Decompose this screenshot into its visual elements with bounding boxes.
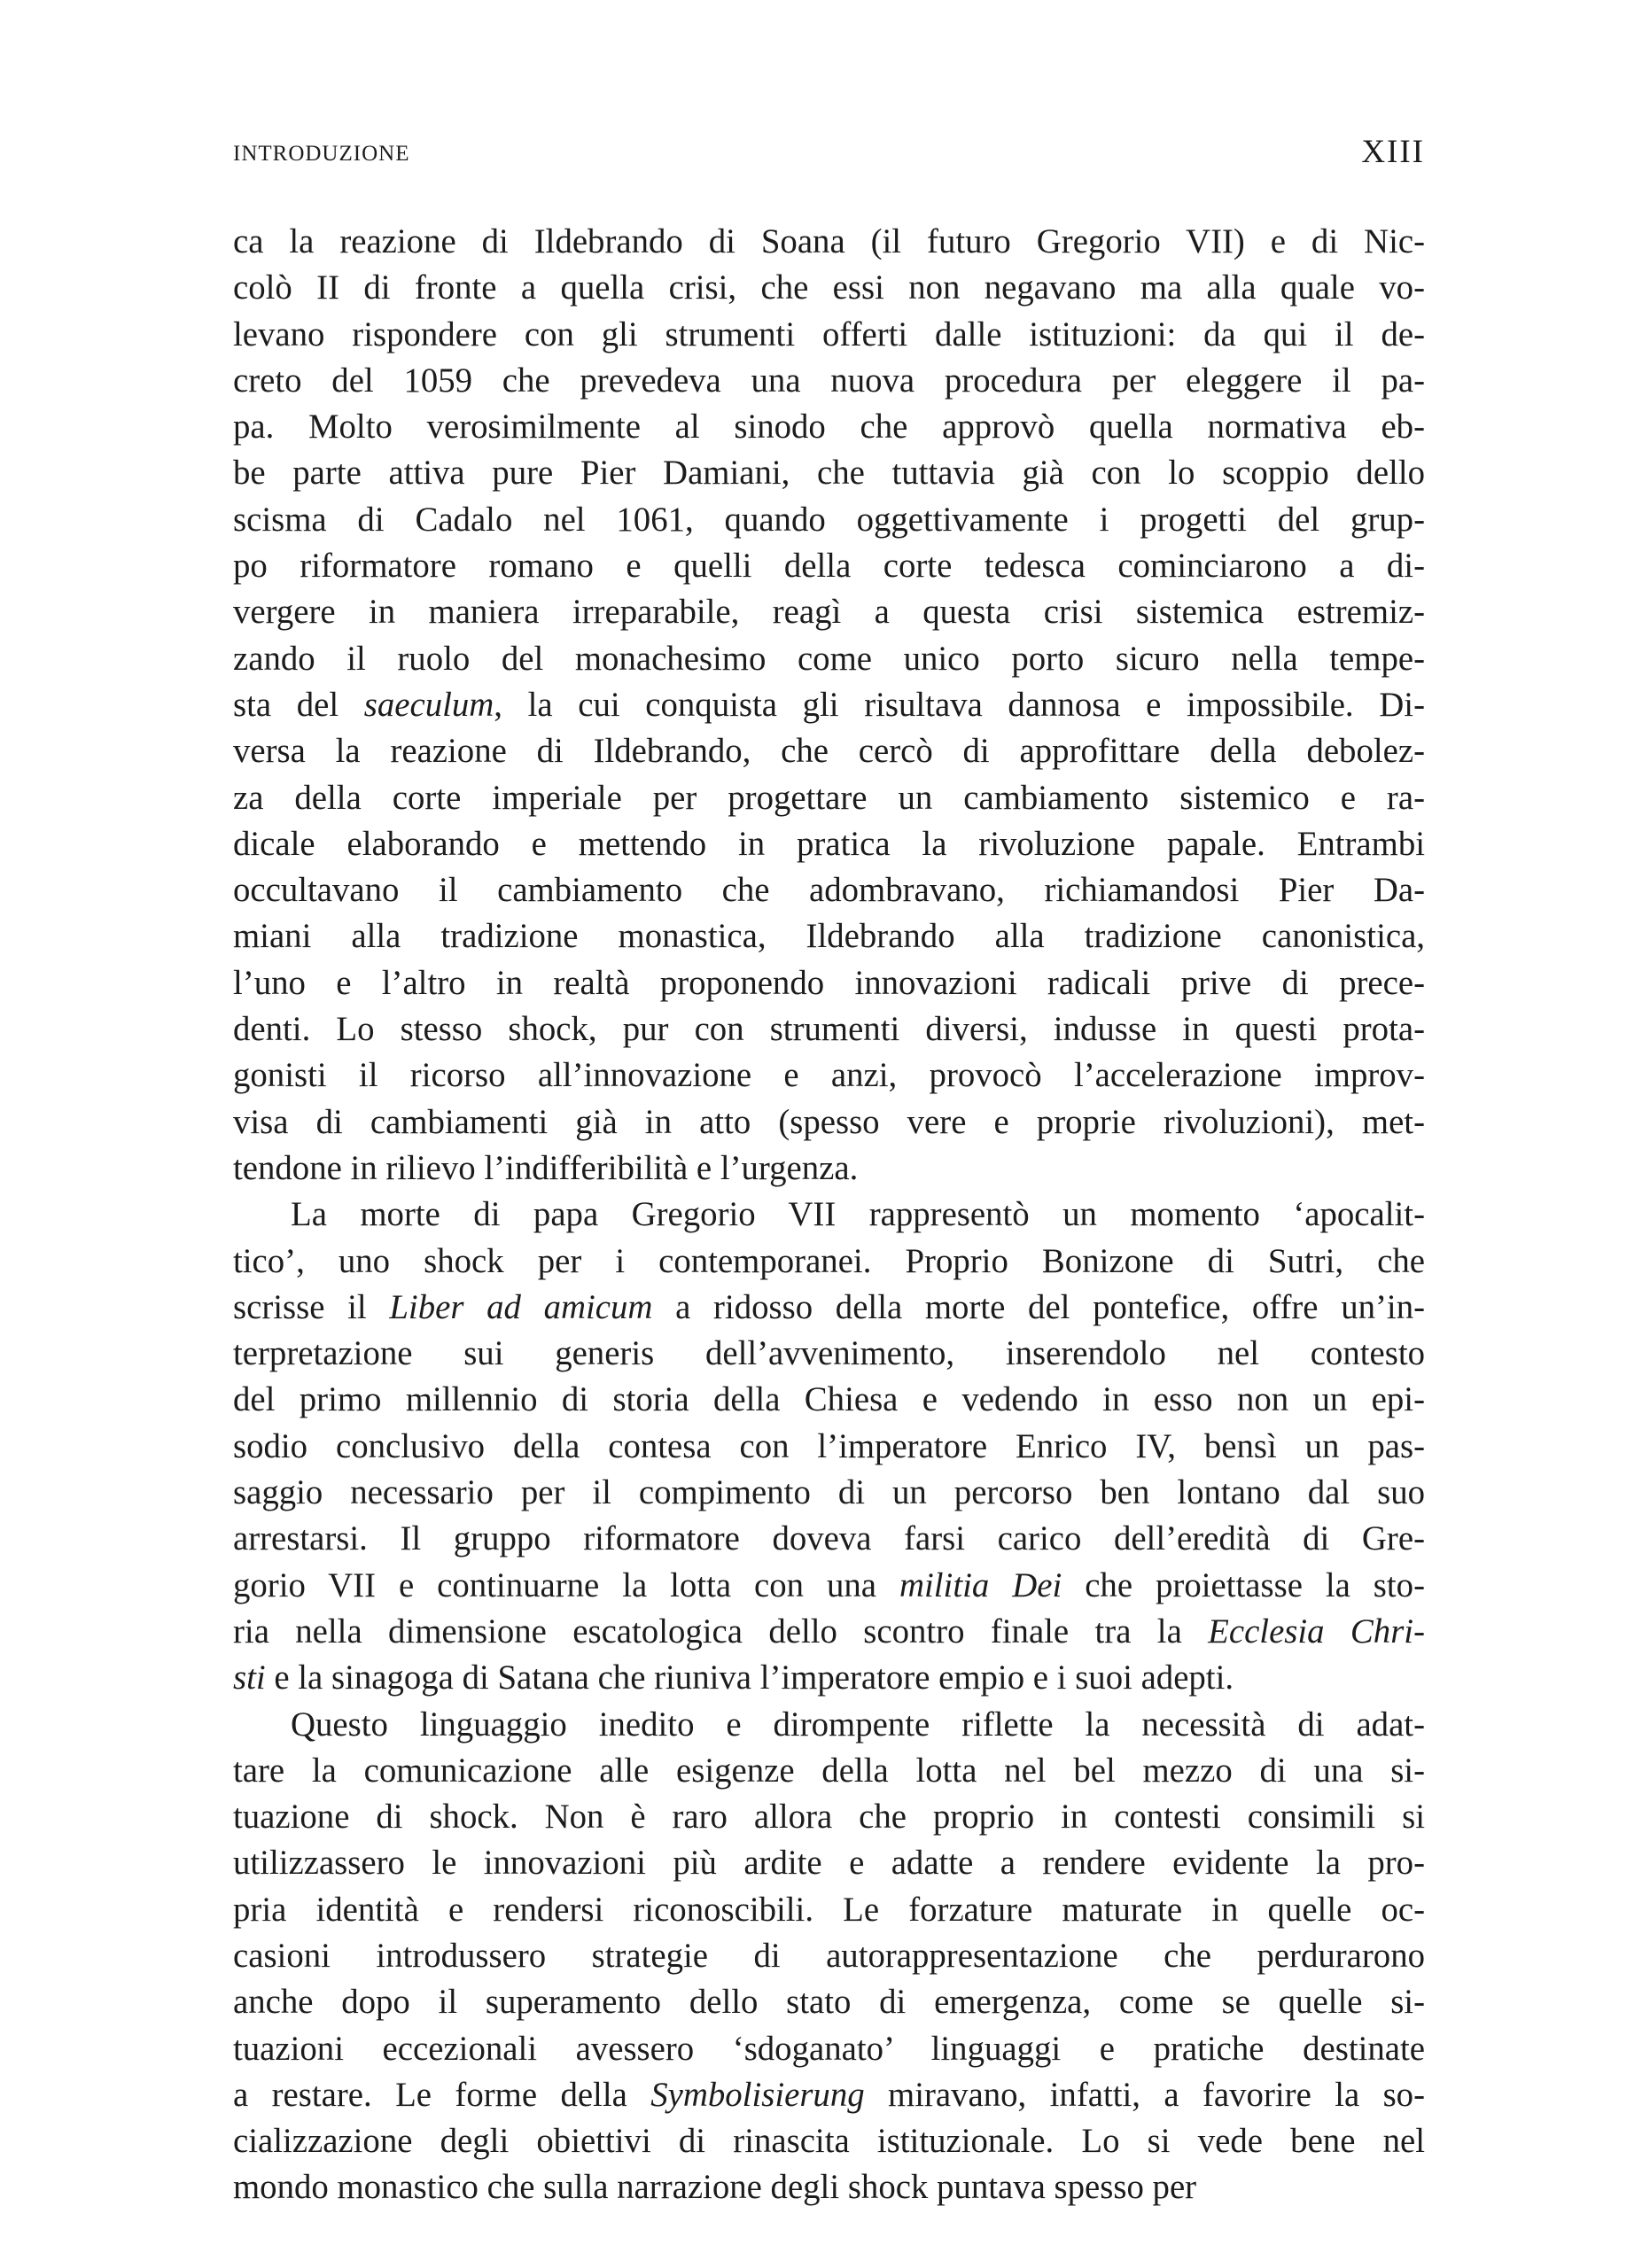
- text-line: [233, 867, 1425, 913]
- text-run: be parte attiva pure Pier Damiani, che tuttavia già con lo scoppio dello: [233, 454, 1425, 493]
- text-run: dicale elaborando e mettendo in pratica la rivoluzione papale. Entrambi: [233, 824, 1425, 863]
- text-line: [233, 960, 1425, 1006]
- text-line: [233, 1979, 1425, 2025]
- text-line: [233, 497, 1425, 543]
- text-line: [233, 2072, 1425, 2118]
- italic-run: militia Dei: [899, 1565, 1062, 1604]
- text-run: gorio VII e continuarne la lotta con una: [233, 1565, 899, 1604]
- italic-run: sti: [233, 1658, 266, 1697]
- text-run: vergere in maniera irreparabile, reagì a questa crisi sistemica estremiz-: [233, 593, 1425, 632]
- text-line: [233, 358, 1425, 404]
- text-run: terpretazione sui generis dell’avvenimento, inserendolo nel contesto: [233, 1334, 1425, 1373]
- text-line: [233, 913, 1425, 959]
- text-run: tuazione di shock. Non è raro allora che proprio in contesti consimili si: [233, 1798, 1425, 1837]
- text-line: [233, 1146, 1425, 1192]
- text-run: tare la comunicazione alle esigenze della lotta nel bel mezzo di una si-: [233, 1751, 1425, 1790]
- text-line: [233, 404, 1425, 450]
- text-line: [233, 1516, 1425, 1562]
- text-run: anche dopo il superamento dello stato di emergenza, come se quelle si-: [233, 1983, 1425, 2022]
- italic-run: Symbolisierung: [650, 2075, 865, 2114]
- text-line: [233, 728, 1425, 774]
- text-run: levano rispondere con gli strumenti offerti dalle istituzioni: da qui il de-: [233, 315, 1425, 353]
- paragraph: [233, 1702, 1425, 2211]
- text-run: miani alla tradizione monastica, Ildebrando alla tradizione canonistica,: [233, 917, 1425, 956]
- text-run: a ridosso della morte del pontefice, offre un’in-: [652, 1287, 1426, 1326]
- text-line: [233, 1887, 1425, 1933]
- text-run: miravano, infatti, a favorire la so-: [864, 2075, 1426, 2114]
- text-line: [233, 589, 1425, 635]
- text-run: l’uno e l’altro in realtà proponendo innovazioni radicali prive di prece-: [233, 963, 1425, 1002]
- text-line: [233, 1099, 1425, 1146]
- text-line: [233, 1933, 1425, 1979]
- text-run: scisma di Cadalo nel 1061, quando oggettivamente i progetti del grup-: [233, 500, 1425, 539]
- text-line: [233, 265, 1425, 311]
- text-line: [233, 1840, 1425, 1886]
- text-line: [233, 1470, 1425, 1516]
- text-run: colò II di fronte a quella crisi, che essi non negavano ma alla quale vo-: [233, 268, 1425, 307]
- running-head: [233, 133, 1425, 168]
- text-line: [233, 1655, 1425, 1701]
- text-line: [233, 682, 1425, 728]
- text-run: ria nella dimensione escatologica dello scontro finale tra la: [233, 1612, 1209, 1651]
- text-run: visa di cambiamenti già in atto (spesso vere e proprie rivoluzioni), met-: [233, 1102, 1425, 1141]
- body-text: [233, 219, 1425, 2211]
- text-line: [233, 2164, 1425, 2210]
- text-run: sta del: [233, 685, 364, 724]
- text-run: che proiettasse la sto-: [1062, 1565, 1425, 1604]
- text-run: Questo linguaggio inedito e dirompente riflette la necessità di adat-: [291, 1705, 1425, 1744]
- text-line: [233, 450, 1425, 496]
- text-line: [233, 821, 1425, 867]
- text-line: [233, 2118, 1425, 2164]
- text-run: utilizzassero le innovazioni più ardite e adatte a rendere evidente la pro-: [233, 1844, 1425, 1883]
- text-run: creto del 1059 che prevedeva una nuova procedura per eleggere il pa-: [233, 361, 1425, 400]
- text-line: [233, 1192, 1425, 1238]
- text-run: pa. Molto verosimilmente al sinodo che approvò quella normativa eb-: [233, 408, 1425, 447]
- text-run: ca la reazione di Ildebrando di Soana (il futuro Gregorio VII) e di Nic-: [233, 222, 1425, 260]
- text-run: occultavano il cambiamento che adombravano, richiamandosi Pier Da-: [233, 871, 1425, 910]
- text-line: [233, 1331, 1425, 1377]
- page-number: XIII: [1361, 134, 1425, 170]
- text-line: [233, 1006, 1425, 1052]
- text-run: pria identità e rendersi riconoscibili. Le forzature maturate in quelle oc-: [233, 1890, 1425, 1929]
- text-run: tico’, uno shock per i contemporanei. Proprio Bonizone di Sutri, che: [233, 1241, 1425, 1280]
- text-run: del primo millennio di storia della Chiesa e vedendo in esso non un epi-: [233, 1380, 1425, 1419]
- text-run: , la cui conquista gli risultava dannosa e impossibile. Di-: [494, 685, 1425, 724]
- paragraph: [233, 1192, 1425, 1701]
- text-line: [233, 2026, 1425, 2072]
- text-run: zando il ruolo del monachesimo come unico porto sicuro nella tempe-: [233, 639, 1425, 678]
- text-run: scrisse il: [233, 1287, 390, 1326]
- text-line: [233, 1748, 1425, 1794]
- text-run: arrestarsi. Il gruppo riformatore doveva farsi carico dell’eredità di Gre-: [233, 1519, 1425, 1558]
- text-run: sodio conclusivo della contesa con l’imperatore Enrico IV, bensì un pas-: [233, 1426, 1425, 1465]
- text-line: [233, 636, 1425, 682]
- running-title: INTRODUZIONE: [233, 142, 410, 166]
- text-line: [233, 1239, 1425, 1285]
- text-run: casioni introdussero strategie di autorappresentazione che perdurarono: [233, 1936, 1425, 1975]
- text-run: saggio necessario per il compimento di un percorso ben lontano dal suo: [233, 1473, 1425, 1512]
- text-run: e la sinagoga di Satana che riuniva l’imperatore empio e i suoi adepti.: [265, 1658, 1234, 1697]
- text-run: tendone in rilievo l’indifferibilità e l’urgenza.: [233, 1148, 859, 1187]
- text-line: [233, 1563, 1425, 1609]
- text-line: [233, 775, 1425, 821]
- text-line: [233, 543, 1425, 589]
- text-line: [233, 1424, 1425, 1470]
- text-run: La morte di papa Gregorio VII rappresentò un momento ‘apocalit-: [291, 1195, 1425, 1234]
- text-line: [233, 1285, 1425, 1331]
- text-line: [233, 1052, 1425, 1099]
- text-line: [233, 1702, 1425, 1748]
- text-run: cializzazione degli obiettivi di rinascita istituzionale. Lo si vede bene nel: [233, 2122, 1425, 2161]
- text-run: za della corte imperiale per progettare un cambiamento sistemico e ra-: [233, 778, 1425, 817]
- text-run: mondo monastico che sulla narrazione degli shock puntava spesso per: [233, 2168, 1197, 2207]
- text-run: a restare. Le forme della: [233, 2075, 651, 2114]
- text-line: [233, 1377, 1425, 1423]
- paragraph: [233, 219, 1425, 1192]
- text-line: [233, 1794, 1425, 1840]
- text-run: versa la reazione di Ildebrando, che cercò di approfittare della debolez-: [233, 732, 1425, 771]
- text-run: tuazioni eccezionali avessero ‘sdoganato’ linguaggi e pratiche destinate: [233, 2029, 1425, 2068]
- italic-run: Liber ad amicum: [389, 1287, 653, 1326]
- text-run: po riformatore romano e quelli della corte tedesca cominciarono a di-: [233, 547, 1425, 586]
- italic-run: Ecclesia Chri-: [1208, 1612, 1425, 1651]
- italic-run: saeculum: [363, 685, 494, 724]
- text-run: gonisti il ricorso all’innovazione e anzi, provocò l’accelerazione improv-: [233, 1056, 1425, 1095]
- text-line: [233, 1609, 1425, 1655]
- text-line: [233, 312, 1425, 358]
- text-run: denti. Lo stesso shock, pur con strumenti diversi, indusse in questi prota-: [233, 1010, 1425, 1049]
- text-line: [233, 219, 1425, 265]
